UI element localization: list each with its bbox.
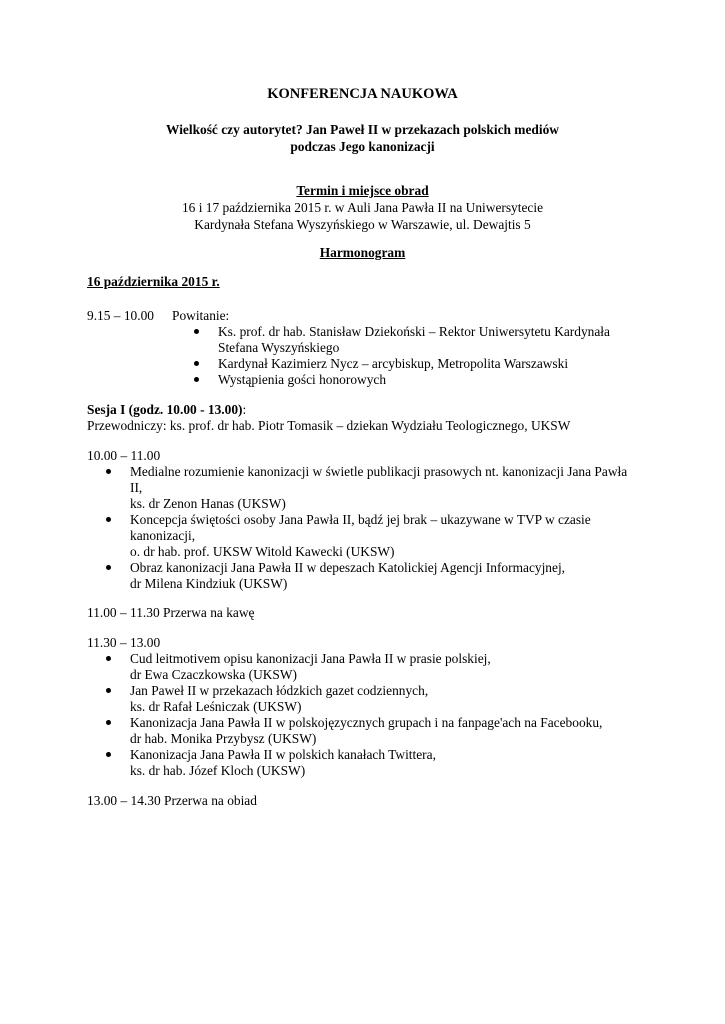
talk-title: Cud leitmotivem opisu kanonizacji Jana Pawła II w prasie polskiej,	[130, 651, 491, 666]
conference-title: KONFERENCJA NAUKOWA	[267, 86, 458, 102]
venue-heading: Termin i miejsce obrad	[296, 183, 429, 198]
session1-title-colon: :	[242, 402, 247, 417]
talk-speaker: dr Milena Kindziuk (UKSW)	[130, 576, 288, 591]
conference-subtitle-line1: Wielkość czy autorytet? Jan Paweł II w przekazach polskich mediów	[166, 122, 559, 137]
talk-speaker: dr Ewa Czaczkowska (UKSW)	[130, 667, 297, 682]
talk-title: Kanonizacja Jana Pawła II w polskich kanałach Twittera,	[130, 747, 436, 762]
venue-line2: Kardynała Stefana Wyszyńskiego w Warszawie, ul. Dewajtis 5	[194, 217, 531, 232]
talk-speaker: dr hab. Monika Przybysz (UKSW)	[130, 731, 317, 746]
schedule-heading: Harmonogram	[319, 245, 406, 260]
welcome-time: 9.15 – 10.00	[87, 308, 154, 323]
talk-title: Jan Paweł II w przekazach łódzkich gazet codziennych,	[130, 683, 429, 698]
talk-title: Kanonizacja Jana Pawła II w polskojęzycznych grupach i na fanpage'ach na Facebooku,	[130, 715, 603, 730]
talk-speaker: ks. dr hab. Józef Kloch (UKSW)	[130, 763, 306, 778]
coffee-break: 11.00 – 11.30 Przerwa na kawę	[87, 605, 255, 620]
conference-subtitle-line2: podczas Jego kanonizacji	[290, 139, 435, 154]
talk-speaker: o. dr hab. prof. UKSW Witold Kawecki (UKSW)	[130, 544, 395, 559]
talk-speaker: ks. dr Rafał Leśniczak (UKSW)	[130, 699, 302, 714]
talk-title: Obraz kanonizacji Jana Pawła II w depeszach Katolickiej Agencji Informacyjnej,	[130, 560, 566, 575]
venue-line1: 16 i 17 października 2015 r. w Auli Jana Pawła II na Uniwersytecie	[181, 200, 544, 215]
talk-title: Koncepcja świętości osoby Jana Pawła II, bądź jej brak – ukazywane w TVP w czasie	[130, 512, 591, 527]
block2-time: 11.30 – 13.00	[87, 635, 161, 650]
welcome-label: Powitanie:	[172, 308, 230, 323]
day1-date: 16 października 2015 r.	[87, 274, 220, 289]
session1-chair: Przewodniczy: ks. prof. dr hab. Piotr Tomasik – dziekan Wydziału Teologicznego, UKSW	[87, 418, 571, 433]
lunch-break: 13.00 – 14.30 Przerwa na obiad	[87, 793, 257, 808]
talk-title-continuation: kanonizacji,	[130, 528, 196, 543]
welcome-item-continuation: Stefana Wyszyńskiego	[218, 340, 340, 355]
session1-title-text: Sesja I (godz. 10.00 - 13.00)	[87, 402, 243, 417]
talk-title: Medialne rozumienie kanonizacji w świetle publikacji prasowych nt. kanonizacji Jana Pawła	[130, 464, 628, 479]
session1-title	[87, 401, 246, 418]
welcome-item: Ks. prof. dr hab. Stanisław Dziekoński – Rektor Uniwersytetu Kardynała	[218, 324, 610, 339]
welcome-item: Wystąpienia gości honorowych	[218, 372, 387, 387]
talk-title-continuation: II,	[130, 480, 143, 495]
talk-speaker: ks. dr Zenon Hanas (UKSW)	[130, 496, 286, 511]
welcome-item: Kardynał Kazimierz Nycz – arcybiskup, Metropolita Warszawski	[218, 356, 569, 371]
block1-time: 10.00 – 11.00	[87, 448, 161, 463]
